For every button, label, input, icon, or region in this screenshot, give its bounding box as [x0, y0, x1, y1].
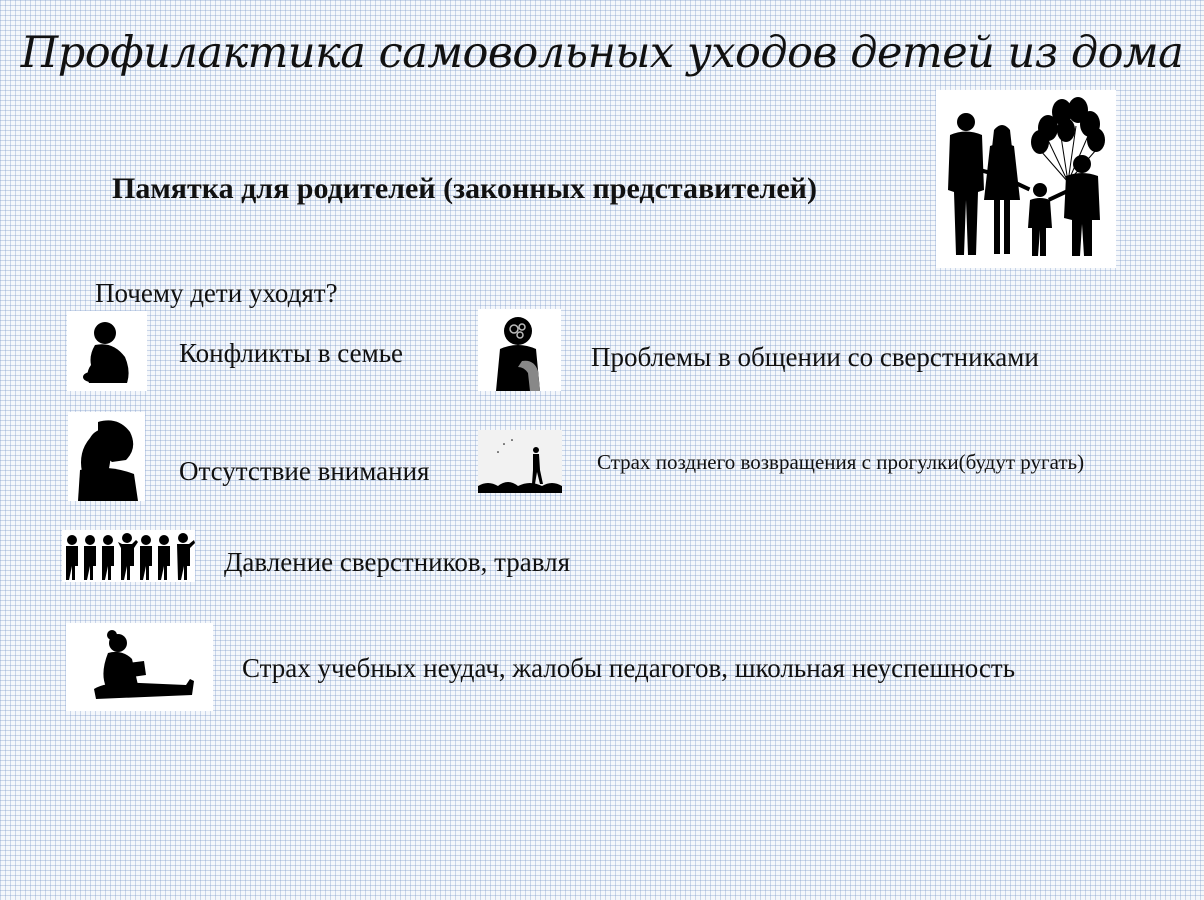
reason-family-conflicts: Конфликты в семье: [179, 338, 403, 368]
sad-girl-icon: [68, 412, 145, 501]
reason-peer-pressure: Давление сверстников, травля: [224, 547, 571, 577]
crouching-child-icon: [67, 311, 147, 391]
family-with-balloons-icon: [936, 90, 1116, 268]
reading-girl-icon: [66, 623, 213, 711]
question-heading: Почему дети уходят?: [95, 278, 338, 308]
memo-subtitle: Памятка для родителей (законных представителей): [112, 172, 817, 205]
group-of-kids-icon: [62, 530, 195, 582]
page-title: Профилактика самовольных уходов детей из дома: [20, 28, 1184, 78]
reason-peer-communication: Проблемы в общении со сверстниками: [591, 342, 1039, 372]
reason-fear-of-late-return: Страх позднего возвращения с прогулки(будут ругать): [597, 450, 1085, 474]
walking-alone-icon: [478, 430, 562, 493]
reason-lack-of-attention: Отсутствие внимания: [179, 456, 430, 486]
reason-fear-of-school-failure: Страх учебных неудач, жалобы педагогов, школьная неуспешность: [242, 653, 1016, 683]
thinking-teen-icon: [478, 309, 561, 391]
